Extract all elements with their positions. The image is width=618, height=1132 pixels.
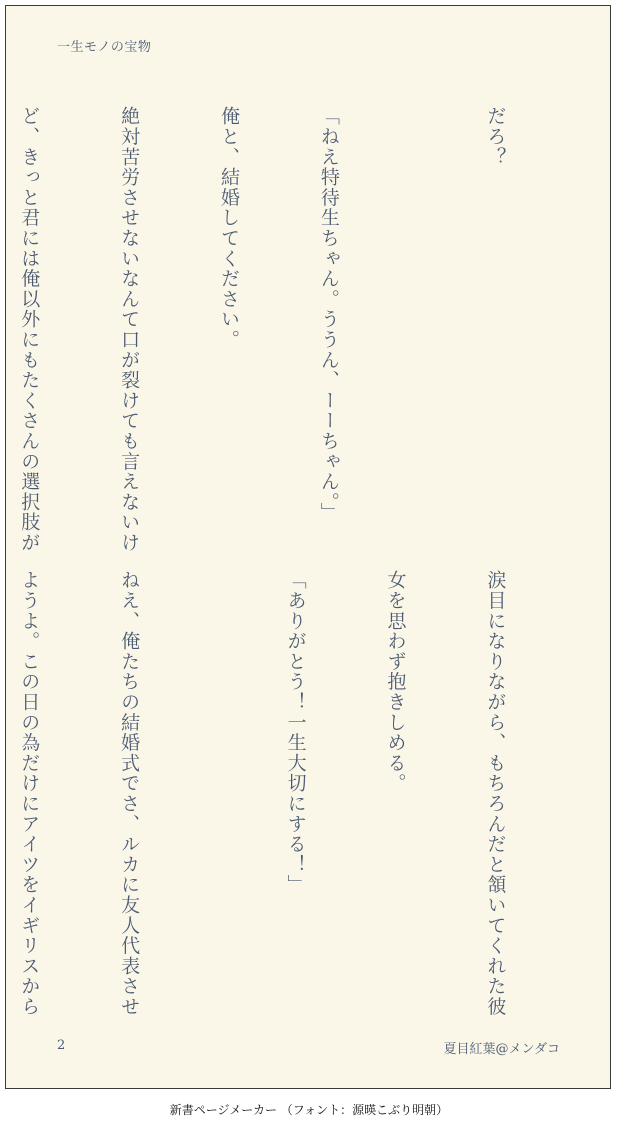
text-line: 「ありがとう！一生大切にする！」 <box>284 570 307 895</box>
running-header-title: 一生モノの宝物 <box>57 40 152 55</box>
lower-text-block <box>0 570 578 1020</box>
text-line: 涙目になりながら、もちろんだと頷いてくれた彼 <box>484 570 507 1017</box>
page-number: 2 <box>57 1038 66 1053</box>
upper-text-block <box>0 106 578 553</box>
generator-caption: 新書ページメーカー （フォント：源暎こぶり明朝） <box>169 1103 449 1117</box>
text-line: 女を思わず抱きしめる。 <box>384 570 407 794</box>
text-line: だろ？ <box>484 106 507 167</box>
text-line: 「ねえ特待生ちゃん。ううん、ーーちゃん。」 <box>317 106 340 523</box>
text-line: ねえ、俺たちの結婚式でさ、ルカに友人代表させ <box>118 570 141 1017</box>
text-line: 俺と、結婚してください。 <box>218 106 241 350</box>
text-line: 絶対苦労させないなんて口が裂けても言えないけ <box>118 106 141 553</box>
book-page <box>5 5 611 1089</box>
text-line: ど、きっと君には俺以外にもたくさんの選択肢が <box>18 106 41 553</box>
author-credit: 夏目紅葉@メンダコ <box>443 1042 560 1057</box>
text-line: ようよ。この日の為だけにアイツをイギリスから <box>18 570 41 1017</box>
